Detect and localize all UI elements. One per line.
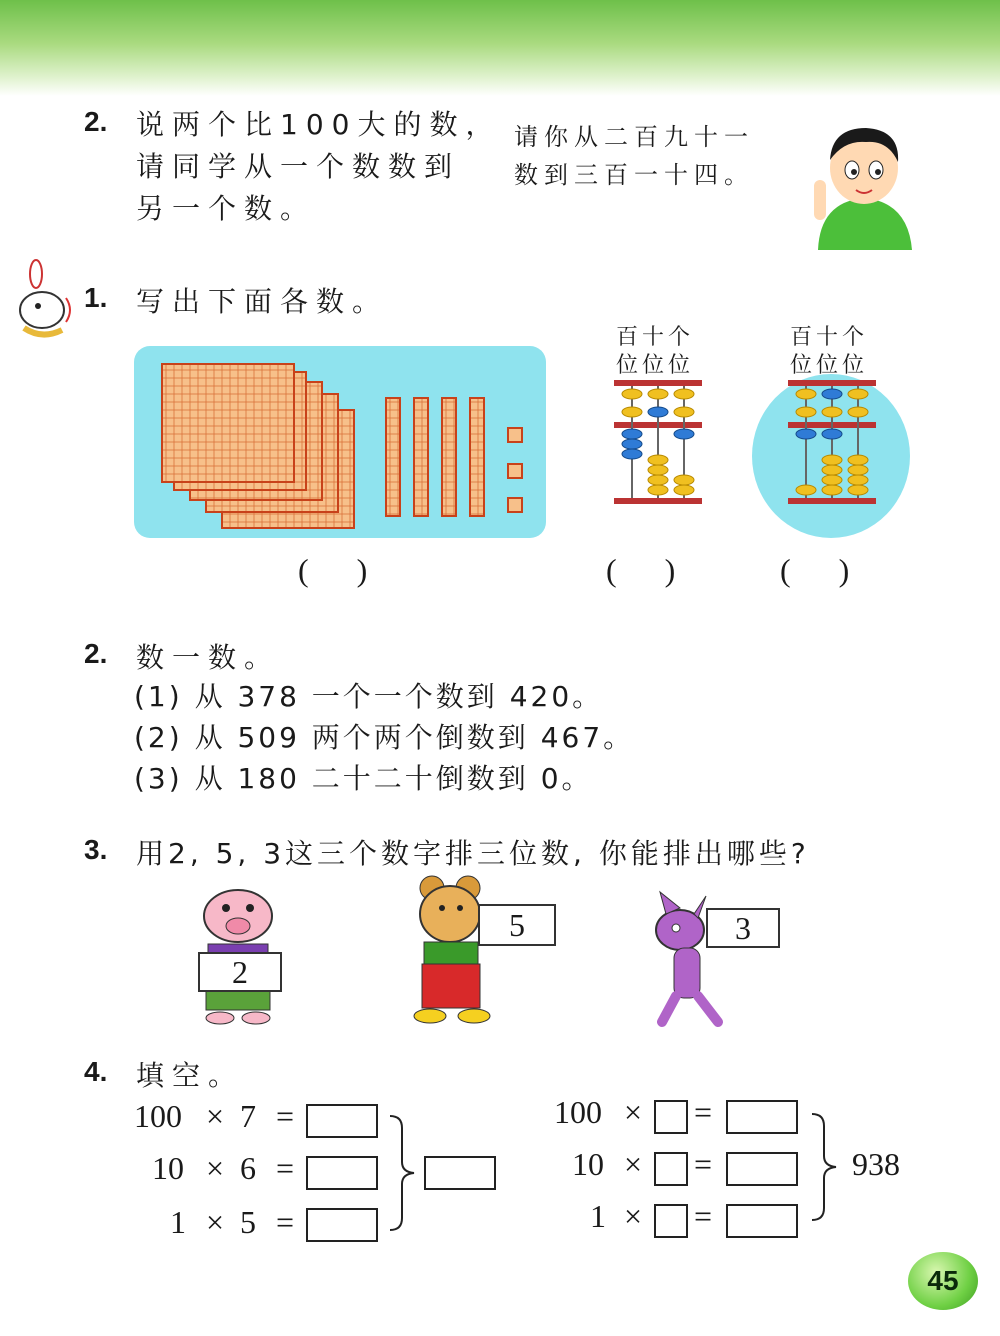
multiplier: 7 [240, 1098, 256, 1134]
question-line: 另一个数。 [136, 192, 317, 225]
page-number: 45 [908, 1252, 978, 1310]
speech-bubble-text [514, 118, 754, 194]
answer-blank[interactable]: ( ) [606, 552, 676, 588]
multiplicand: 100 [554, 1094, 602, 1130]
multiplicand: 10 [572, 1146, 604, 1182]
times-sign: × [624, 1146, 643, 1182]
multiplier-box[interactable] [654, 1100, 688, 1134]
answer-box[interactable] [726, 1152, 798, 1186]
exercise-item: (3) 从 180 二十二十倒数到 0。 [134, 762, 593, 795]
exercise-title: 填空。 [136, 1059, 245, 1092]
multiplicand: 100 [134, 1098, 182, 1134]
total-value: 938 [852, 1146, 900, 1182]
question-text [136, 104, 501, 230]
rabbit-icon [12, 258, 82, 348]
base-ten-blocks [134, 346, 546, 538]
question-line: 说两个比100大的数， [136, 108, 502, 141]
bubble-line: 数到三百一十四。 [514, 161, 754, 189]
abacus-2 [786, 376, 878, 508]
sum-answer-box[interactable] [424, 1156, 496, 1190]
answer-box[interactable] [306, 1156, 378, 1190]
exercise-title: 写出下面各数。 [136, 285, 389, 318]
exercise-number: 4. [84, 1056, 108, 1087]
abacus-header-line: 百十个 [616, 325, 695, 350]
right-brace-icon [386, 1114, 418, 1232]
answer-blank[interactable]: ( ) [298, 552, 368, 588]
equals-sign: = [276, 1204, 295, 1240]
multiplier: 6 [240, 1150, 256, 1186]
times-sign: × [624, 1198, 643, 1234]
header-band [0, 0, 1000, 96]
equals-sign: = [276, 1150, 295, 1186]
question-line: 请同学从一个数数到 [136, 150, 461, 183]
abacus-header-line: 位位位 [790, 353, 869, 378]
answer-box[interactable] [306, 1208, 378, 1242]
times-sign: × [206, 1204, 225, 1240]
question-number: 2. [84, 106, 108, 137]
equals-sign: = [276, 1098, 295, 1134]
exercise-item: (2) 从 509 两个两个倒数到 467。 [134, 721, 635, 754]
exercise-number: 2. [84, 638, 108, 669]
number-card: 3 [706, 908, 780, 948]
multiplier-box[interactable] [654, 1152, 688, 1186]
exercise-items [134, 676, 634, 799]
boy-illustration [808, 110, 920, 250]
answer-box[interactable] [726, 1100, 798, 1134]
bear-illustration [402, 874, 512, 1024]
exercise-item: (1) 从 378 一个一个数到 420。 [134, 680, 604, 713]
number-card: 5 [478, 904, 556, 946]
abacus-header [616, 324, 694, 380]
equals-sign: = [694, 1198, 713, 1234]
number-card: 2 [198, 952, 282, 992]
right-brace-icon [808, 1112, 840, 1222]
abacus-1 [612, 376, 704, 508]
exercise-number: 3. [84, 834, 108, 865]
exercise-title: 用2, 5, 3这三个数字排三位数, 你能排出哪些? [136, 837, 810, 870]
answer-blank[interactable]: ( ) [780, 552, 850, 588]
multiplier-box[interactable] [654, 1204, 688, 1238]
abacus-header-line: 位位位 [616, 353, 695, 378]
multiplicand: 1 [170, 1204, 186, 1240]
multiplier: 5 [240, 1204, 256, 1240]
equals-sign: = [694, 1146, 713, 1182]
multiplicand: 1 [590, 1198, 606, 1234]
bubble-line: 请你从二百九十一 [514, 123, 754, 151]
times-sign: × [206, 1150, 225, 1186]
equals-sign: = [694, 1094, 713, 1130]
multiplicand: 10 [152, 1150, 184, 1186]
answer-box[interactable] [306, 1104, 378, 1138]
abacus-header [790, 324, 868, 380]
times-sign: × [624, 1094, 643, 1130]
times-sign: × [206, 1098, 225, 1134]
answer-box[interactable] [726, 1204, 798, 1238]
exercise-number: 1. [84, 282, 108, 313]
exercise-title: 数一数。 [136, 641, 281, 674]
abacus-header-line: 百十个 [790, 325, 869, 350]
